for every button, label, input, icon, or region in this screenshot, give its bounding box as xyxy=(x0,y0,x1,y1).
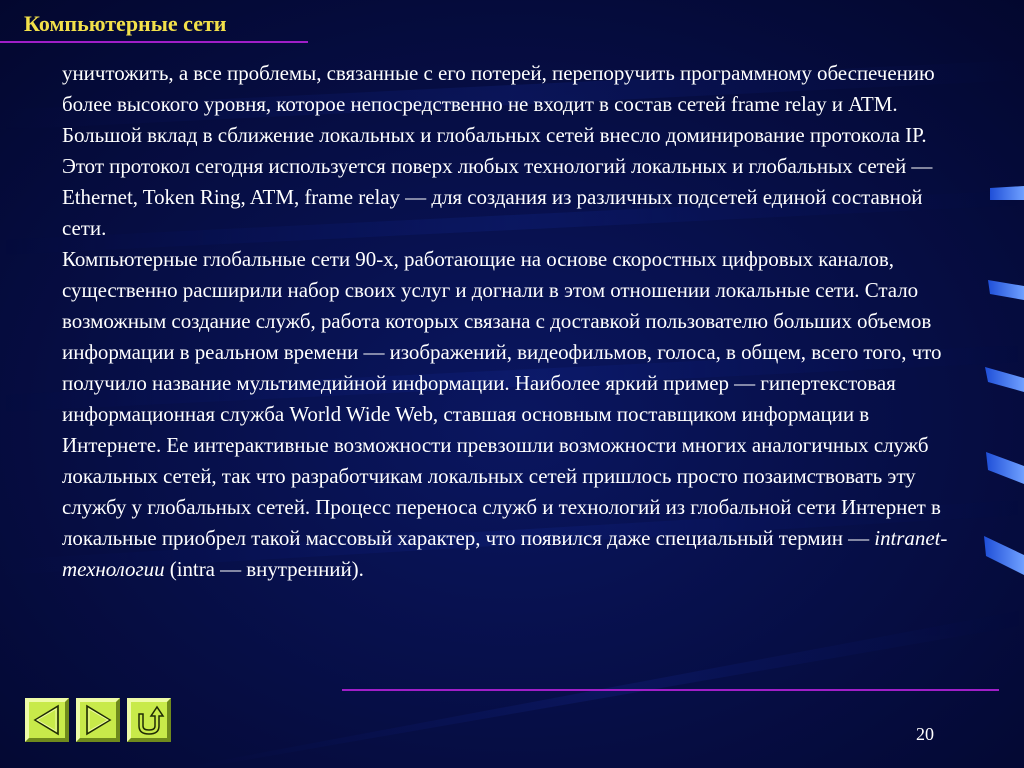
slide-title: Компьютерные сети xyxy=(24,11,227,36)
return-button[interactable] xyxy=(127,698,171,742)
body-paragraph-3-end: (intra — внутренний). xyxy=(164,557,364,581)
body-paragraph-3-start: Компьютерные глобальные сети 90-х, работающие на основе скоростных цифровых каналов, существенно расширили набор своих услуг и догнали в этом отношении локальные сети. Стало возможным создание служб, работа которых связана с доставкой пользователю больших объемов информации в реальном времени — изображений, видеофильмов, голоса, в общем, всего того, что получило название мультимедийной информации. Наиболее яркий пример — гипертекстовая информационная служба World Wide Web, ставшая основным поставщиком информации в Интернете. Ее интерактивные возможности превзошли возможности многих аналогичных служб локальных сетей, так что разработчикам локальных сетей пришлось просто позаимствовать эту службу у глобальных сетей. Процесс переноса служб и технологий из глобальной сети Интернет в локальные приобрел такой массовый характер, что появился даже специальный термин — xyxy=(62,247,942,550)
slide-body xyxy=(62,58,967,585)
previous-slide-button[interactable] xyxy=(25,698,69,742)
arrow-left-icon xyxy=(25,698,69,742)
body-paragraph-2: Этот протокол сегодня используется поверх любых технологий локальных и глобальных сетей — Ethernet, Token Ring, ATM, frame relay — для создания из различных подсетей единой составной сети. xyxy=(62,154,933,240)
return-u-turn-icon xyxy=(127,698,171,742)
next-slide-button[interactable] xyxy=(76,698,120,742)
body-paragraph-1: уничтожить, а все проблемы, связанные с его потерей, перепоручить программному обеспечению более высокого уровня, которое непосредственно не входит в состав сетей frame relay и ATM. Большой вклад в сближение локальных и глобальных сетей внесло доминирование протокола IP. xyxy=(62,61,935,147)
body-paragraph-3 xyxy=(62,244,967,585)
intranet-term: intranet-технологии xyxy=(62,526,948,581)
title-underline xyxy=(0,41,308,43)
footer-divider xyxy=(342,689,999,691)
page-number: 20 xyxy=(916,724,934,744)
arrow-right-icon xyxy=(76,698,120,742)
